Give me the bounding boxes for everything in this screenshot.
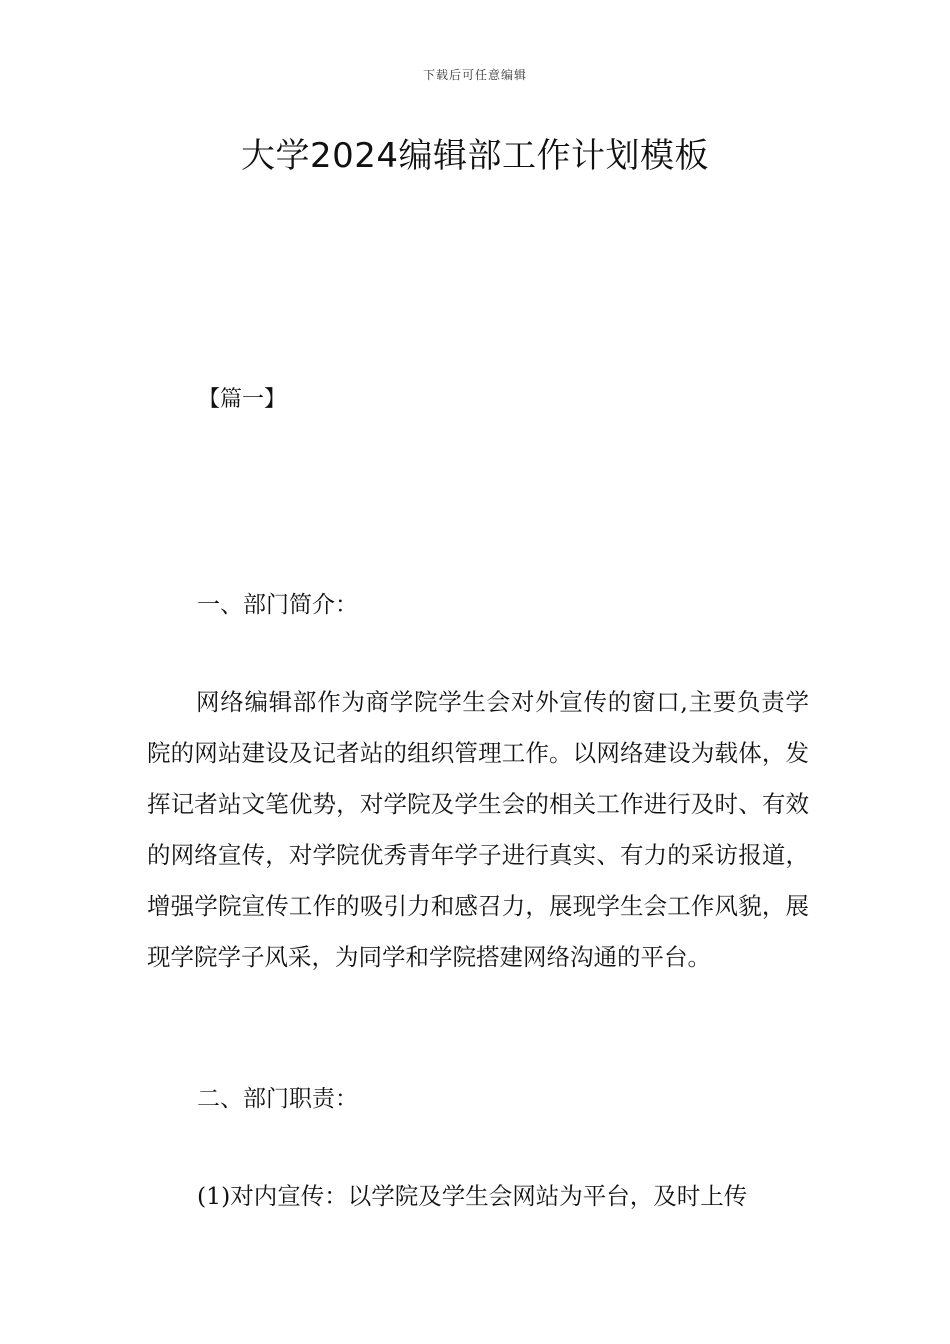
section-marker: 【篇一】 <box>198 387 287 412</box>
section-heading-department-intro: 一、部门简介： <box>197 592 358 618</box>
header-note: 下载后可任意编辑 <box>422 68 527 82</box>
document-title: 大学2024编辑部工作计划模板 <box>240 136 710 176</box>
department-intro-paragraph: 网络编辑部作为商学院学生会对外宣传的窗口,主要负责学院的网站建设及记者站的组织管理工作。以网络建设为载体，发挥记者站文笔优势，对学院及学生会的相关工作进行及时、有效的网络宣传，对学院优秀青年学子进行真实、有力的采访报道，增强学院宣传工作的吸引力和感召力，展现学生会工作风貌，展现学院学子风采，为同学和学院搭建网络沟通的平台。 <box>147 688 809 971</box>
section-heading-department-duties: 二、部门职责： <box>197 1086 358 1112</box>
duty-item-internal-publicity: (1)对内宣传：以学院及学生会网站为平台，及时上传 <box>197 1182 748 1210</box>
